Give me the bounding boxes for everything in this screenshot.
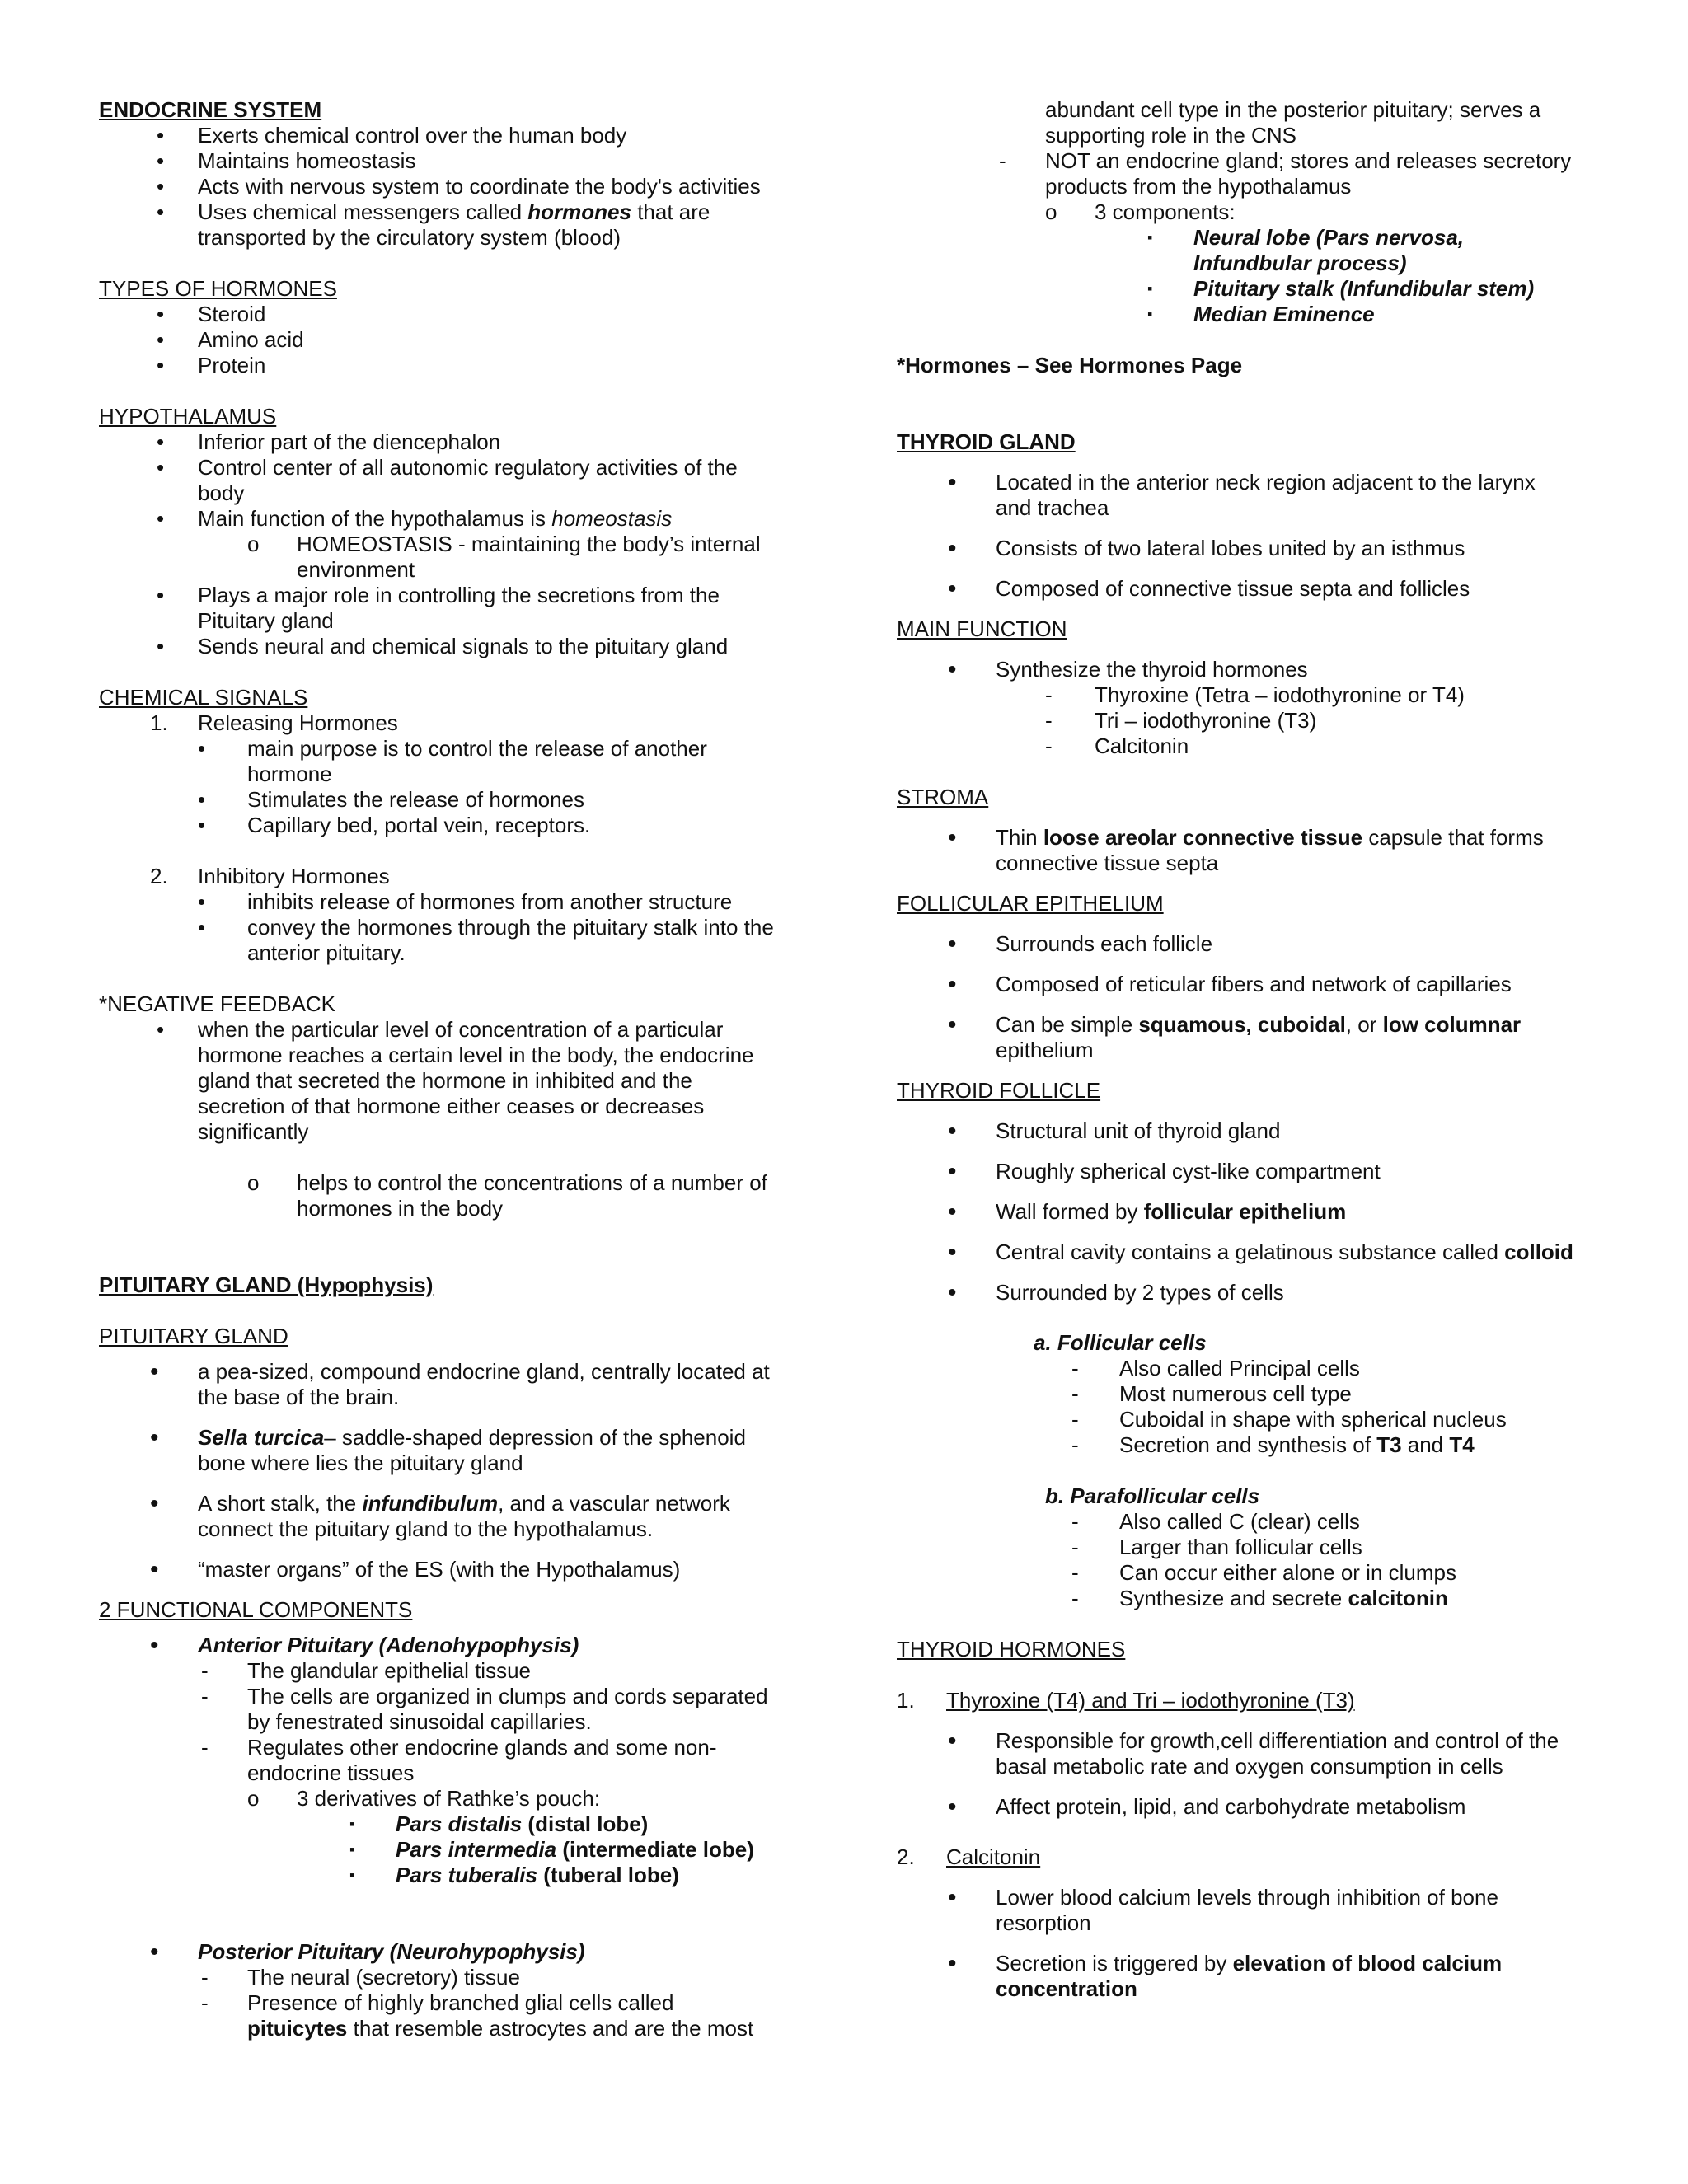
text-span: – saddle-shaped depression of the sphenoid: [324, 1425, 746, 1450]
bullet-icon: •: [150, 1632, 159, 1659]
text-span: Located in the anterior neck region adjacent to the larynx: [996, 470, 1536, 494]
text-span: squamous, cuboidal: [1138, 1012, 1346, 1037]
text-span: Synthesize and secrete: [1119, 1586, 1348, 1610]
text-span: Posterior Pituitary (Neurohypophysis): [198, 1939, 585, 1964]
dash-item: [99, 1735, 808, 1786]
text-span: infundibulum: [362, 1491, 499, 1516]
text-span: resorption: [996, 1910, 1091, 1935]
text-span: -: [1071, 1586, 1079, 1610]
list-item: [897, 536, 1606, 561]
text-span: The cells are organized in clumps and cords separated: [247, 1684, 768, 1708]
text-span: Anterior Pituitary (Adenohypophysis): [198, 1633, 579, 1657]
bullet-icon: •: [948, 1011, 957, 1038]
text-span: Stimulates the release of hormones: [247, 787, 584, 812]
text-span: connect the pituitary gland to the hypothalamus.: [198, 1516, 654, 1541]
text-span: -: [201, 1735, 209, 1760]
text-span: the base of the brain.: [198, 1385, 400, 1409]
text-span: Calcitonin: [1095, 733, 1189, 758]
text-span: Also called Principal cells: [1119, 1356, 1360, 1380]
bullet-icon: •: [948, 575, 957, 602]
text-span: hormone reaches a certain level in the body, the endocrine: [198, 1043, 754, 1067]
text-span: calcitonin: [1348, 1586, 1448, 1610]
text-span: Surrounds each follicle: [996, 931, 1213, 956]
text-span: -: [1045, 733, 1053, 758]
text-span: Uses chemical messengers called: [198, 199, 528, 224]
text-span: (tuberal lobe): [537, 1863, 679, 1887]
sub-list-item: [99, 736, 808, 787]
sub-list-item: [99, 889, 808, 915]
text-span: Steroid: [198, 302, 266, 326]
list-item: [99, 506, 808, 532]
list-item: [897, 657, 1606, 682]
text-span: Acts with nervous system to coordinate the body's activities: [198, 174, 761, 199]
text-span: Cuboidal in shape with spherical nucleus: [1119, 1407, 1507, 1432]
text-span: concentration: [996, 1976, 1137, 2001]
bullet-icon: •: [157, 327, 165, 352]
text-span: Thyroxine (Tetra – iodothyronine or T4): [1095, 682, 1465, 707]
text-span: basal metabolic rate and oxygen consumption in cells: [996, 1754, 1503, 1779]
bullet-icon: •: [157, 455, 165, 480]
section-heading-main-function: MAIN FUNCTION: [897, 616, 1067, 641]
text-span: elevation of blood calcium: [1232, 1951, 1503, 1975]
text-span: loose areolar connective tissue: [1043, 825, 1363, 850]
text-span: Secretion and synthesis of: [1119, 1432, 1377, 1457]
text-span: Thin: [996, 825, 1043, 850]
text-span: The glandular epithelial tissue: [247, 1658, 531, 1683]
list-item: [897, 1240, 1606, 1265]
list-item: [99, 327, 808, 353]
list-item: [99, 1491, 808, 1542]
text-span: A short stalk, the: [198, 1491, 363, 1516]
list-item: [99, 353, 808, 378]
text-span: -: [1071, 1535, 1079, 1559]
text-span: Amino acid: [198, 327, 304, 352]
text-span: and trachea: [996, 495, 1109, 520]
bullet-icon: •: [198, 736, 206, 761]
bullet-icon: •: [198, 787, 206, 812]
list-item: [99, 123, 808, 148]
text-span: secretion of that hormone either ceases or decreases: [198, 1094, 705, 1118]
cell-type-title: a. Follicular cells: [1034, 1330, 1207, 1355]
dash-item: [897, 148, 1606, 199]
text-span: Responsible for growth,cell differentiation and control of the: [996, 1728, 1559, 1753]
text-span: Can occur either alone or in clumps: [1119, 1560, 1456, 1585]
bullet-icon: •: [157, 353, 165, 377]
text-span: hormones: [528, 199, 631, 224]
text-span: 1.: [897, 1688, 915, 1713]
text-span: Protein: [198, 353, 266, 377]
bullet-icon: •: [198, 813, 206, 837]
part-item: [99, 1837, 808, 1863]
text-span: products from the hypothalamus: [1045, 174, 1352, 199]
bullet-icon: •: [157, 302, 165, 326]
circle-bullet-icon: o: [1045, 199, 1057, 224]
dash-item: [897, 733, 1606, 759]
section-heading-thyroid-follicle: THYROID FOLLICLE: [897, 1078, 1101, 1103]
list-item: [99, 1425, 808, 1476]
cell-type-title: b. Parafollicular cells: [1045, 1483, 1260, 1508]
bullet-icon: •: [150, 1358, 159, 1385]
dash-item: [897, 1432, 1606, 1458]
hormones-note: *Hormones – See Hormones Page: [897, 353, 1243, 377]
text-span: hormone: [247, 762, 332, 786]
text-span: Lower blood calcium levels through inhibition of bone: [996, 1885, 1498, 1910]
dash-item: [99, 1965, 808, 1990]
dash-item: [897, 1509, 1606, 1535]
text-span: Capillary bed, portal vein, receptors.: [247, 813, 591, 837]
section-title-pituitary: PITUITARY GLAND (Hypophysis): [99, 1272, 434, 1297]
bullet-icon: •: [157, 583, 165, 607]
list-item: [897, 931, 1606, 957]
text-span: Roughly spherical cyst-like compartment: [996, 1159, 1381, 1183]
list-item: [897, 1118, 1606, 1144]
text-span: Inhibitory Hormones: [198, 864, 390, 888]
text-span: -: [1045, 682, 1053, 707]
bullet-icon: •: [157, 199, 165, 224]
text-span: -: [201, 1990, 209, 2015]
dash-item: [897, 1407, 1606, 1432]
square-bullet-icon: ▪: [349, 1816, 355, 1832]
bullet-icon: •: [157, 506, 165, 531]
text-span: -: [999, 148, 1006, 173]
sub-list-item: [99, 1786, 808, 1811]
text-span: follicular epithelium: [1143, 1199, 1347, 1224]
text-span: main purpose is to control the release of another: [247, 736, 707, 761]
list-item: [99, 1939, 808, 1965]
list-item: [897, 1728, 1606, 1779]
text-span: 3 derivatives of Rathke’s pouch:: [297, 1786, 601, 1811]
text-span: transported by the circulatory system (blood): [198, 225, 621, 250]
text-span: Composed of reticular fibers and network of capillaries: [996, 972, 1512, 996]
text-span: Main function of the hypothalamus is: [198, 506, 552, 531]
bullet-icon: •: [948, 971, 957, 998]
text-span: that are: [631, 199, 710, 224]
text-span: pituicytes: [247, 2016, 348, 2041]
text-span: 1.: [150, 710, 168, 735]
text-span: Sends neural and chemical signals to the pituitary gland: [198, 634, 729, 658]
text-span: connective tissue septa: [996, 851, 1219, 875]
text-span: that resemble astrocytes and are the most: [347, 2016, 754, 2041]
square-bullet-icon: ▪: [349, 1841, 355, 1858]
square-bullet-icon: ▪: [349, 1867, 355, 1883]
square-bullet-icon: ▪: [1147, 280, 1153, 297]
bullet-icon: •: [157, 174, 165, 199]
text-span: -: [1071, 1356, 1079, 1380]
part-item: [897, 276, 1606, 302]
list-item: [99, 1557, 808, 1582]
text-span: Control center of all autonomic regulatory activities of the: [198, 455, 738, 480]
bullet-icon: •: [157, 123, 165, 148]
bullet-icon: •: [948, 1727, 957, 1755]
circle-bullet-icon: o: [247, 532, 260, 556]
list-item: [99, 1359, 808, 1410]
list-item: [99, 455, 808, 506]
text-span: hormones in the body: [297, 1196, 504, 1221]
text-span: Calcitonin: [946, 1844, 1041, 1869]
text-span: Pars intermedia: [396, 1837, 557, 1862]
part-item: [897, 302, 1606, 327]
text-span: T4: [1449, 1432, 1475, 1457]
list-item: [897, 1794, 1606, 1820]
text-span: Composed of connective tissue septa and follicles: [996, 576, 1470, 601]
text-span: Pars distalis: [396, 1811, 523, 1836]
bullet-icon: •: [150, 1556, 159, 1583]
text-span: Also called C (clear) cells: [1119, 1509, 1360, 1534]
text-span: Can be simple: [996, 1012, 1139, 1037]
bullet-icon: •: [157, 1017, 165, 1042]
numbered-item: [897, 1844, 1606, 1870]
bullet-icon: •: [948, 535, 957, 562]
text-span: -: [1071, 1381, 1079, 1406]
text-span: endocrine tissues: [247, 1760, 415, 1785]
text-span: Secretion is triggered by: [996, 1951, 1233, 1975]
text-span: body: [198, 480, 245, 505]
bullet-icon: •: [198, 915, 206, 940]
circle-bullet-icon: o: [247, 1786, 260, 1811]
text-span: supporting role in the CNS: [1045, 123, 1296, 148]
text-span: Affect protein, lipid, and carbohydrate metabolism: [996, 1794, 1466, 1819]
list-item: [897, 1885, 1606, 1936]
text-span: Releasing Hormones: [198, 710, 398, 735]
numbered-item: [99, 864, 808, 889]
text-span: Tri – iodothyronine (T3): [1095, 708, 1317, 733]
text-span: colloid: [1504, 1240, 1573, 1264]
list-item: [897, 1159, 1606, 1184]
section-heading-types: TYPES OF HORMONES: [99, 276, 337, 301]
section-heading-endocrine: ENDOCRINE SYSTEM: [99, 97, 322, 122]
text-span: by fenestrated sinusoidal capillaries.: [247, 1709, 592, 1734]
dash-item: [99, 1990, 808, 2041]
text-span: -: [1045, 708, 1053, 733]
text-span: significantly: [198, 1119, 309, 1144]
bullet-icon: •: [157, 148, 165, 173]
bullet-icon: •: [157, 429, 165, 454]
text-span: and: [1401, 1432, 1450, 1457]
text-span: Most numerous cell type: [1119, 1381, 1352, 1406]
bullet-icon: •: [948, 469, 957, 496]
circle-bullet-icon: o: [247, 1170, 260, 1195]
section-heading-thyroid-hormones: THYROID HORMONES: [897, 1637, 1126, 1661]
text-span: Exerts chemical control over the human body: [198, 123, 627, 148]
text-span: Inferior part of the diencephalon: [198, 429, 501, 454]
text-span: 2.: [150, 864, 168, 888]
section-heading-negative-feedback: *NEGATIVE FEEDBACK: [99, 991, 336, 1016]
bullet-icon: •: [157, 634, 165, 658]
dash-item: [897, 1356, 1606, 1381]
bullet-icon: •: [948, 1950, 957, 1977]
text-span: homeostasis: [551, 506, 673, 531]
text-span: Synthesize the thyroid hormones: [996, 657, 1308, 682]
left-column: [99, 97, 808, 2041]
section-heading-thyroid: THYROID GLAND: [897, 429, 1076, 454]
text-span: Consists of two lateral lobes united by an isthmus: [996, 536, 1465, 560]
text-span: -: [1071, 1432, 1079, 1457]
bullet-icon: •: [948, 1158, 957, 1185]
text-span: bone where lies the pituitary gland: [198, 1451, 523, 1475]
text-span: , or: [1345, 1012, 1383, 1037]
list-item: [897, 576, 1606, 602]
bullet-icon: •: [948, 1884, 957, 1911]
text-span: Plays a major role in controlling the secretions from the: [198, 583, 720, 607]
text-span: Presence of highly branched glial cells called: [247, 1990, 674, 2015]
square-bullet-icon: ▪: [1147, 306, 1153, 322]
text-span: convey the hormones through the pituitary stalk into the: [247, 915, 774, 940]
list-item: [99, 199, 808, 251]
bullet-icon: •: [150, 1938, 159, 1966]
sub-list-item: [897, 199, 1606, 225]
dash-item: [99, 1658, 808, 1684]
section-heading-follicular-epithelium: FOLLICULAR EPITHELIUM: [897, 891, 1164, 916]
text-span: gland that secreted the hormone in inhibited and the: [198, 1068, 692, 1093]
continued-text: [897, 97, 1606, 148]
dash-item: [897, 708, 1606, 733]
text-span: anterior pituitary.: [247, 940, 406, 965]
text-span: Pituitary gland: [198, 608, 334, 633]
dash-item: [897, 1535, 1606, 1560]
text-span: abundant cell type in the posterior pituitary; serves a: [1045, 97, 1541, 122]
text-span: capsule that forms: [1362, 825, 1544, 850]
text-span: -: [1071, 1560, 1079, 1585]
text-span: Larger than follicular cells: [1119, 1535, 1362, 1559]
sub-list-item: [99, 813, 808, 838]
sub-list-item: [99, 787, 808, 813]
list-item: [99, 1633, 808, 1658]
text-span: Central cavity contains a gelatinous substance called: [996, 1240, 1505, 1264]
text-span: Structural unit of thyroid gland: [996, 1118, 1281, 1143]
text-span: environment: [297, 557, 415, 582]
text-span: Neural lobe (Pars nervosa,: [1193, 225, 1465, 250]
sub-list-item: [99, 1170, 808, 1221]
text-span: epithelium: [996, 1038, 1094, 1062]
list-item: [897, 470, 1606, 521]
dash-item: [897, 682, 1606, 708]
text-span: a pea-sized, compound endocrine gland, centrally located at: [198, 1359, 770, 1384]
list-item: [99, 634, 808, 659]
bullet-icon: •: [948, 824, 957, 851]
text-span: -: [201, 1684, 209, 1708]
list-item: [897, 972, 1606, 997]
bullet-icon: •: [150, 1490, 159, 1517]
text-span: -: [1071, 1509, 1079, 1534]
bullet-icon: •: [948, 656, 957, 683]
sub-list-item: [99, 532, 808, 583]
text-span: Median Eminence: [1193, 302, 1375, 326]
section-heading-pituitary: PITUITARY GLAND: [99, 1324, 288, 1348]
dash-item: [897, 1560, 1606, 1586]
text-span: “master organs” of the ES (with the Hypothalamus): [198, 1557, 681, 1582]
numbered-item: [99, 710, 808, 736]
text-span: Sella turcica: [198, 1425, 325, 1450]
list-item: [897, 1280, 1606, 1305]
section-heading-chemical-signals: CHEMICAL SIGNALS: [99, 685, 308, 710]
list-item: [99, 583, 808, 634]
text-span: Thyroxine (T4) and Tri – iodothyronine (T3): [946, 1688, 1355, 1713]
section-heading-stroma: STROMA: [897, 785, 989, 809]
text-span: Infundbular process): [1193, 251, 1407, 275]
bullet-icon: •: [150, 1424, 159, 1451]
list-item: [99, 1017, 808, 1145]
text-span: when the particular level of concentration of a particular: [198, 1017, 724, 1042]
list-item: [99, 429, 808, 455]
list-item: [897, 1951, 1606, 2002]
dash-item: [99, 1684, 808, 1735]
text-span: inhibits release of hormones from another structure: [247, 889, 733, 914]
dash-item: [897, 1586, 1606, 1611]
bullet-icon: •: [948, 1279, 957, 1306]
text-span: -: [201, 1965, 209, 1990]
text-span: HOMEOSTASIS - maintaining the body’s internal: [297, 532, 761, 556]
text-span: Wall formed by: [996, 1199, 1144, 1224]
bullet-icon: •: [948, 930, 957, 958]
right-column: [897, 97, 1606, 2002]
text-span: 2.: [897, 1844, 915, 1869]
list-item: [99, 148, 808, 174]
square-bullet-icon: ▪: [1147, 229, 1153, 246]
text-span: Maintains homeostasis: [198, 148, 416, 173]
list-item: [99, 302, 808, 327]
bullet-icon: •: [948, 1118, 957, 1145]
numbered-item: [897, 1688, 1606, 1713]
text-span: NOT an endocrine gland; stores and releases secretory: [1045, 148, 1572, 173]
text-span: low columnar: [1382, 1012, 1522, 1037]
section-heading-hypothalamus: HYPOTHALAMUS: [99, 404, 277, 429]
text-span: The neural (secretory) tissue: [247, 1965, 520, 1990]
bullet-icon: •: [948, 1239, 957, 1266]
text-span: Regulates other endocrine glands and some non-: [247, 1735, 717, 1760]
list-item: [897, 825, 1606, 876]
text-span: (intermediate lobe): [556, 1837, 754, 1862]
bullet-icon: •: [948, 1793, 957, 1821]
text-span: helps to control the concentrations of a number of: [297, 1170, 767, 1195]
text-span: (distal lobe): [522, 1811, 649, 1836]
text-span: 3 components:: [1095, 199, 1236, 224]
text-span: T3: [1376, 1432, 1402, 1457]
text-span: -: [201, 1658, 209, 1683]
part-item: [897, 225, 1606, 276]
text-span: -: [1071, 1407, 1079, 1432]
list-item: [897, 1199, 1606, 1225]
sub-list-item: [99, 915, 808, 966]
bullet-icon: •: [948, 1198, 957, 1226]
text-span: Pituitary stalk (Infundibular stem): [1193, 276, 1535, 301]
text-span: Pars tuberalis: [396, 1863, 537, 1887]
text-span: Surrounded by 2 types of cells: [996, 1280, 1284, 1305]
dash-item: [897, 1381, 1606, 1407]
section-heading-functional: 2 FUNCTIONAL COMPONENTS: [99, 1597, 413, 1622]
list-item: [99, 174, 808, 199]
part-item: [99, 1811, 808, 1837]
text-span: , and a vascular network: [498, 1491, 730, 1516]
bullet-icon: •: [198, 889, 206, 914]
part-item: [99, 1863, 808, 1888]
list-item: [897, 1012, 1606, 1063]
